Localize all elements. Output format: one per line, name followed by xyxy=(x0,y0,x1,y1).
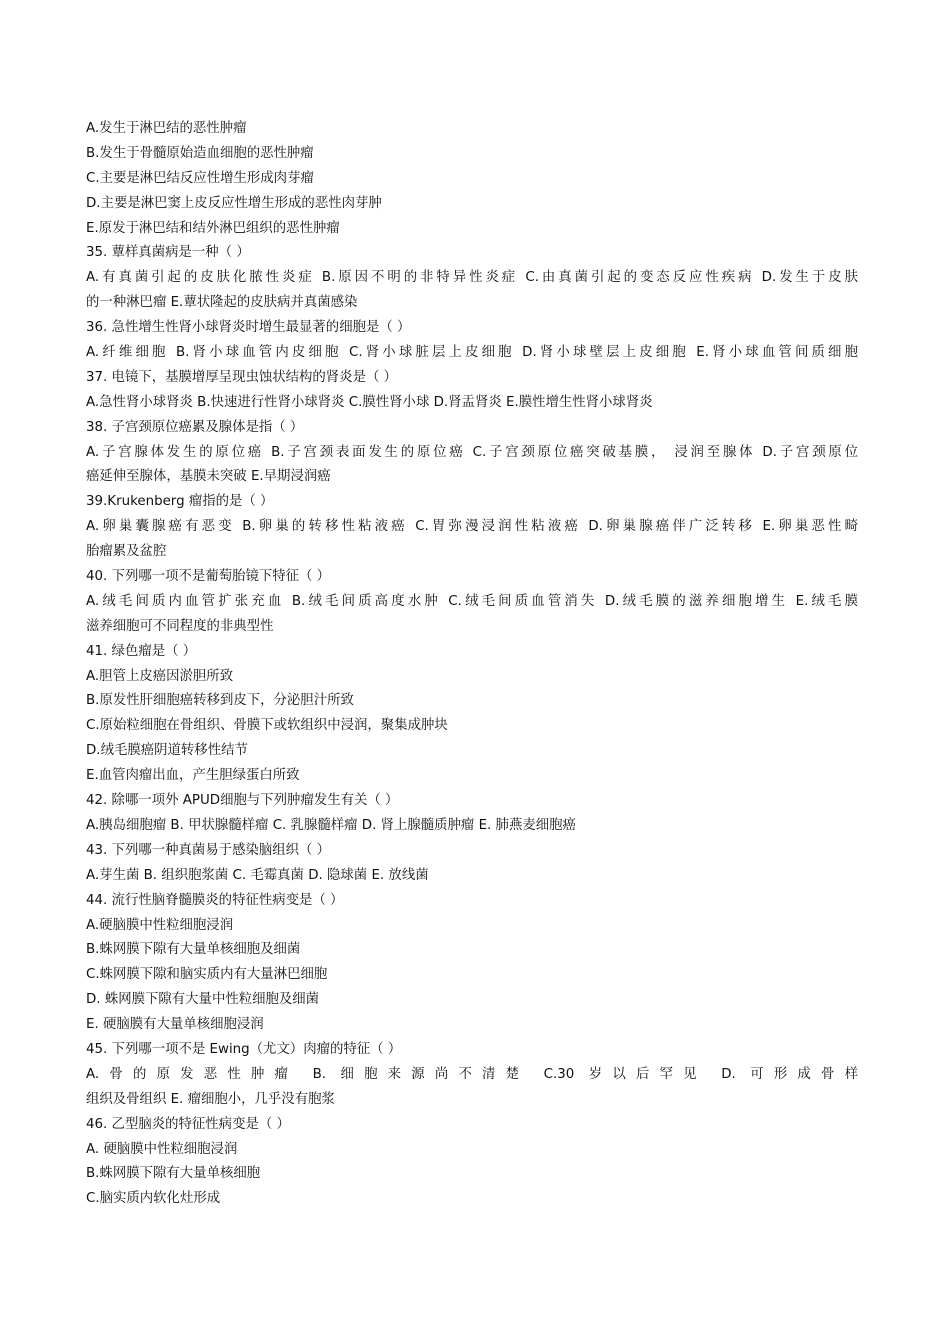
text-line: E. 硬脑膜有大量单核细胞浸润 xyxy=(86,1017,264,1033)
text-line: B.原发性肝细胞癌转移到皮下，分泌胆汁所致 xyxy=(86,693,354,709)
text-line: 41. 绿色瘤是（ ） xyxy=(86,643,197,659)
text-line: A.胰岛细胞瘤 B. 甲状腺髓样瘤 C. 乳腺髓样瘤 D. 肾上腺髓质肿瘤 E. 肺燕麦细胞癌 xyxy=(86,817,576,833)
text-line: A.绒毛间质内血管扩张充血 B.绒毛间质高度水肿 C.绒毛间质血管消失 D.绒毛膜的滋养细胞增生 E.绒毛膜 xyxy=(86,593,858,609)
text-line: 40. 下列哪一项不是葡萄胎镜下特征（ ） xyxy=(86,569,331,585)
text-line: A. 硬脑膜中性粒细胞浸润 xyxy=(86,1141,238,1157)
text-line: 的一种淋巴瘤 E.蕈状隆起的皮肤病并真菌感染 xyxy=(86,295,358,311)
text-line: C.脑实质内软化灶形成 xyxy=(86,1191,221,1207)
text-line: 39.Krukenberg 瘤指的是（ ） xyxy=(86,494,274,510)
text-line: A.骨的原发恶性肿瘤 B. 细胞来源尚不清楚 C.30 岁以后罕见 D. 可形成骨样 xyxy=(86,1066,858,1082)
text-line: 35. 蕈样真菌病是一种（ ） xyxy=(86,245,250,261)
text-line: 38. 子宫颈原位癌累及腺体是指（ ） xyxy=(86,419,304,435)
text-line: B.蛛网膜下隙有大量单核细胞 xyxy=(86,1166,261,1182)
text-line: 滋养细胞可不同程度的非典型性 xyxy=(86,618,274,634)
text-line: A.硬脑膜中性粒细胞浸润 xyxy=(86,917,234,933)
text-line: A.芽生菌 B. 组织胞浆菌 C. 毛霉真菌 D. 隐球菌 E. 放线菌 xyxy=(86,867,429,883)
text-line: D.绒毛膜癌阴道转移性结节 xyxy=(86,743,248,759)
text-line: 37. 电镜下，基膜增厚呈现虫蚀状结构的肾炎是（ ） xyxy=(86,369,398,385)
text-line: A.纤维细胞 B.肾小球血管内皮细胞 C.肾小球脏层上皮细胞 D.肾小球壁层上皮细胞 E.肾小球血管间质细胞 xyxy=(86,345,858,361)
text-line: 45. 下列哪一项不是 Ewing（尤文）肉瘤的特征（ ） xyxy=(86,1041,402,1057)
text-line: A.发生于淋巴结的恶性肿瘤 xyxy=(86,121,247,136)
text-line: E.血管肉瘤出血，产生胆绿蛋白所致 xyxy=(86,768,300,784)
text-line: C.蛛网膜下隙和脑实质内有大量淋巴细胞 xyxy=(86,967,328,983)
text-line: A.急性肾小球肾炎 B.快速进行性肾小球肾炎 C.膜性肾小球 D.肾盂肾炎 E.膜性增生性肾小球肾炎 xyxy=(86,394,653,410)
document-page xyxy=(86,117,858,1212)
text-line: A.子宫腺体发生的原位癌 B.子宫颈表面发生的原位癌 C.子宫颈原位癌突破基膜， 浸润至腺体 D.子宫颈原位 xyxy=(86,444,858,460)
text-line: 癌延伸至腺体，基膜未突破 E.早期浸润癌 xyxy=(86,469,331,485)
text-line: C.主要是淋巴结反应性增生形成肉芽瘤 xyxy=(86,170,314,186)
text-line: 36. 急性增生性肾小球肾炎时增生最显著的细胞是（ ） xyxy=(86,320,411,336)
text-line: A.卵巢囊腺癌有恶变 B.卵巢的转移性粘液癌 C.胃弥漫浸润性粘液癌 D.卵巢腺癌伴广泛转移 E.卵巢恶性畸 xyxy=(86,519,858,535)
text-line: B.蛛网膜下隙有大量单核细胞及细菌 xyxy=(86,942,301,958)
text-line: D. 蛛网膜下隙有大量中性粒细胞及细菌 xyxy=(86,992,320,1008)
text-line: 组织及骨组织 E. 瘤细胞小，几乎没有胞浆 xyxy=(86,1091,335,1107)
text-line: 44. 流行性脑脊髓膜炎的特征性病变是（ ） xyxy=(86,892,344,908)
text-line: D.主要是淋巴窦上皮反应性增生形成的恶性肉芽肿 xyxy=(86,195,382,211)
text-line: B.发生于骨髓原始造血细胞的恶性肿瘤 xyxy=(86,145,314,161)
text-line: A.胆管上皮癌因淤胆所致 xyxy=(86,668,234,684)
text-line: 43. 下列哪一种真菌易于感染脑组织（ ） xyxy=(86,842,331,858)
text-line: A.有真菌引起的皮肤化脓性炎症 B.原因不明的非特异性炎症 C.由真菌引起的变态反应性疾病 D.发生于皮肤 xyxy=(86,270,858,286)
text-line: E.原发于淋巴结和结外淋巴组织的恶性肿瘤 xyxy=(86,220,340,236)
text-line: 胎瘤累及盆腔 xyxy=(86,544,167,560)
text-line: C.原始粒细胞在骨组织、骨膜下或软组织中浸润，聚集成肿块 xyxy=(86,718,448,734)
text-line: 42. 除哪一项外 APUD细胞与下列肿瘤发生有关（ ） xyxy=(86,793,399,809)
text-line: 46. 乙型脑炎的特征性病变是（ ） xyxy=(86,1116,290,1132)
